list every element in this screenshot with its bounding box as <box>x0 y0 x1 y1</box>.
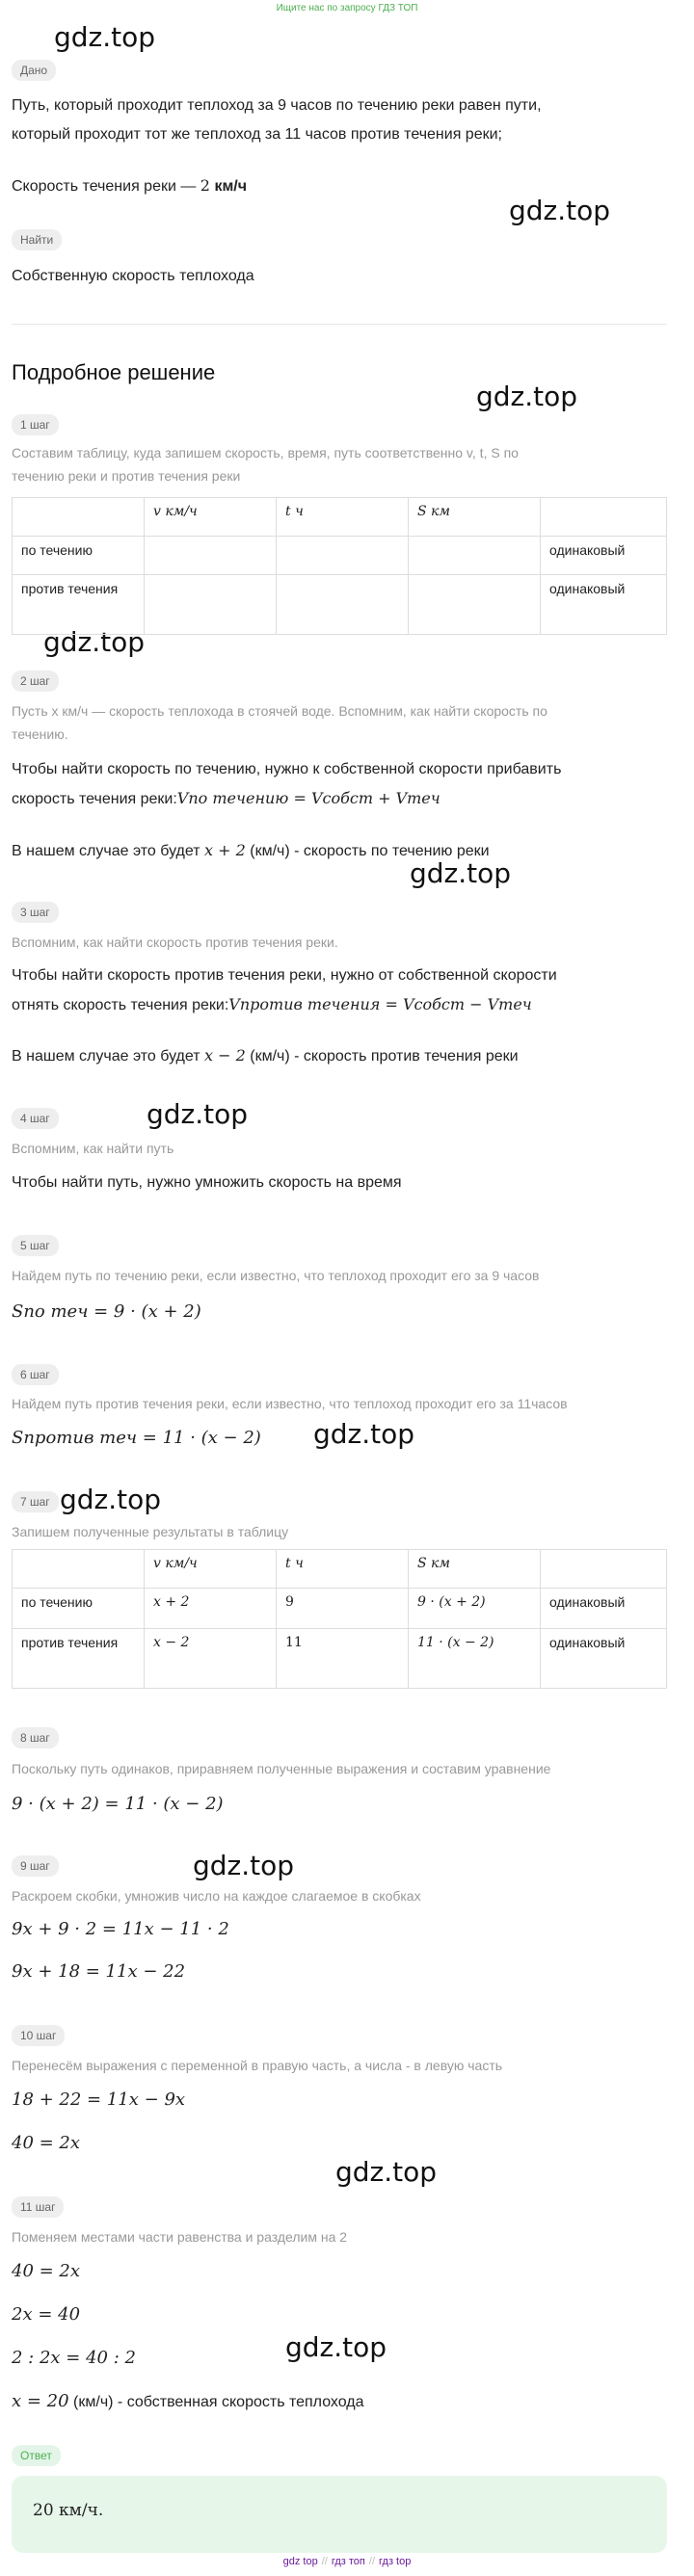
step-10-formula-1: 18 + 22 = 11x − 9x <box>12 2090 186 2110</box>
step-2-hint-line1: Пусть x км/ч — скорость теплохода в стоячей воде. Вспомним, как найти скорость по <box>12 703 547 719</box>
table-cell <box>145 575 277 635</box>
find-text: Собственную скорость теплохода <box>12 268 254 284</box>
step-1-hint-line1: Составим таблицу, куда запишем скорость, время, путь соответственно v, t, S по <box>12 445 519 460</box>
table-cell <box>277 575 409 635</box>
given-speed <box>12 171 677 201</box>
step-3-line2: отнять скорость течения реки: <box>12 997 229 1013</box>
table-cell: одинаковый <box>541 575 667 635</box>
table-cell: одинаковый <box>541 1589 667 1629</box>
table-header-cell <box>13 1550 145 1589</box>
table-cell: одинаковый <box>541 1629 667 1689</box>
step-6-hint: Найдем путь против течения реки, если известно, что теплоход проходит его за 11часов <box>12 1396 568 1411</box>
step-10-hint: Перенесём выражения с переменной в правую часть, а числа - в левую часть <box>12 2058 503 2073</box>
step-10-formula-2: 40 = 2x <box>12 2133 81 2153</box>
step-4-text: Чтобы найти путь, нужно умножить скорость на время <box>12 1174 402 1191</box>
step-8-label: 8 шаг <box>12 1727 59 1748</box>
step-11-formula-1: 40 = 2x <box>12 2261 81 2281</box>
table-row <box>13 575 667 635</box>
given-line2: который проходит тот же теплоход за 11 часов против течения реки; <box>12 126 502 143</box>
step-5-formula: Sпо теч = 9 · (x + 2) <box>12 1301 201 1322</box>
table-header-cell: S км <box>409 498 541 537</box>
step-8-hint: Поскольку путь одинаков, приравняем полученные выражения и составим уравнение <box>12 1761 551 1776</box>
table-cell: 11 <box>277 1629 409 1689</box>
step-11-formula-3: 2 : 2x = 40 : 2 <box>12 2348 136 2368</box>
watermark: gdz.top <box>193 1850 295 1881</box>
watermark: gdz.top <box>509 195 611 226</box>
step-3-result-math: x − 2 <box>204 1046 246 1065</box>
watermark: gdz.top <box>313 1418 415 1450</box>
step-9-label: 9 шаг <box>12 1855 59 1877</box>
footer-separator: // <box>321 2556 328 2567</box>
table-cell <box>409 575 541 635</box>
given-label: Дано <box>12 60 56 81</box>
step-3-text <box>12 961 677 1020</box>
footer-link[interactable]: гдз top <box>379 2556 412 2567</box>
step-1-hint <box>12 441 677 487</box>
step-3-label: 3 шаг <box>12 902 59 923</box>
table-cell: 9 <box>277 1589 409 1629</box>
watermark: gdz.top <box>43 626 146 658</box>
step-8-formula: 9 · (x + 2) = 11 · (x − 2) <box>12 1794 224 1814</box>
step-2-label: 2 шаг <box>12 670 59 692</box>
step-3-line1: Чтобы найти скорость против течения реки, нужно от собственной скорости <box>12 967 557 984</box>
table-cell: по течению <box>13 537 145 575</box>
table-row <box>13 1589 667 1629</box>
step-5-label: 5 шаг <box>12 1235 59 1256</box>
step-1-label: 1 шаг <box>12 414 59 435</box>
watermark: gdz.top <box>54 21 156 53</box>
step-2-result <box>12 836 677 866</box>
table-row <box>13 537 667 575</box>
step-3-result-a: В нашем случае это будет <box>12 1048 205 1065</box>
table-cell: x − 2 <box>145 1629 277 1689</box>
table-cell: 11 · (x − 2) <box>409 1629 541 1689</box>
speed-label: Скорость течения реки — <box>12 178 200 195</box>
table-empty <box>12 497 667 635</box>
step-6-label: 6 шаг <box>12 1364 59 1385</box>
step-10-label: 10 шаг <box>12 2025 65 2046</box>
table-cell <box>277 537 409 575</box>
step-9-formula-1: 9x + 9 · 2 = 11x − 11 · 2 <box>12 1919 229 1939</box>
footer-link[interactable]: гдз топ <box>331 2556 365 2567</box>
step-11-label: 11 шаг <box>12 2196 64 2218</box>
watermark: gdz.top <box>410 857 512 889</box>
table-header-cell <box>541 498 667 537</box>
step-3-result-b: (км/ч) - скорость против течения реки <box>245 1048 519 1065</box>
step-2-formula: Vпо течению = Vсобст + Vтеч <box>176 789 440 807</box>
solution-title: Подробное решение <box>12 360 216 384</box>
given-line1: Путь, который проходит теплоход за 9 часов по течению реки равен пути, <box>12 97 542 114</box>
table-cell <box>145 537 277 575</box>
table-cell: x + 2 <box>145 1589 277 1629</box>
table-cell: одинаковый <box>541 537 667 575</box>
step-7-hint: Запишем полученные результаты в таблицу <box>12 1524 289 1539</box>
table-row <box>13 1629 667 1689</box>
step-11-result-math: x = 20 <box>12 2391 69 2411</box>
watermark: gdz.top <box>335 2156 438 2188</box>
step-6-formula: Sпротив теч = 11 · (x − 2) <box>12 1428 261 1448</box>
step-4-label: 4 шаг <box>12 1108 59 1129</box>
step-11-result <box>12 2387 677 2417</box>
step-9-hint: Раскроем скобки, умножив число на каждое слагаемое в скобках <box>12 1888 421 1904</box>
divider <box>12 324 667 325</box>
given-text <box>12 92 677 149</box>
top-banner[interactable]: Ищите нас по запросу ГДЗ ТОП <box>276 3 418 13</box>
table-header-cell: t ч <box>277 498 409 537</box>
answer-value: 20 км/ч. <box>33 2501 104 2520</box>
answer-box <box>12 2476 667 2553</box>
step-11-result-text: (км/ч) - собственная скорость теплохода <box>68 2394 364 2410</box>
table-cell: против течения <box>13 575 145 635</box>
step-2-hint-line2: течению. <box>12 726 68 742</box>
step-3-formula: Vпротив течения = Vсобст − Vтеч <box>228 995 532 1013</box>
step-9-formula-2: 9x + 18 = 11x − 22 <box>12 1961 186 1982</box>
watermark: gdz.top <box>285 2331 387 2363</box>
table-header-cell: v км/ч <box>145 1550 277 1589</box>
step-3-result <box>12 1041 677 1071</box>
step-2-result-b: (км/ч) - скорость по течению реки <box>245 843 490 859</box>
answer-label: Ответ <box>12 2445 61 2466</box>
step-11-hint: Поменяем местами части равенства и разделим на 2 <box>12 2229 348 2245</box>
step-2-line2: скорость течения реки: <box>12 791 177 807</box>
table-header-cell <box>541 1550 667 1589</box>
find-label: Найти <box>12 229 62 250</box>
table-header-cell: t ч <box>277 1550 409 1589</box>
speed-unit: км/ч <box>214 178 248 195</box>
watermark: gdz.top <box>476 381 578 412</box>
footer-separator: // <box>368 2556 376 2567</box>
step-2-result-math: x + 2 <box>204 841 246 859</box>
table-header-cell <box>13 498 145 537</box>
step-1-hint-line2: течению реки и против течения реки <box>12 468 241 484</box>
table-cell: 9 · (x + 2) <box>409 1589 541 1629</box>
footer-link[interactable]: gdz top <box>282 2556 318 2567</box>
step-3-hint: Вспомним, как найти скорость против течения реки. <box>12 934 338 950</box>
step-5-hint: Найдем путь по течению реки, если известно, что теплоход проходит его за 9 часов <box>12 1268 540 1283</box>
watermark: gdz.top <box>147 1098 249 1130</box>
step-2-result-a: В нашем случае это будет <box>12 843 205 859</box>
step-2-line1: Чтобы найти скорость по течению, нужно к собственной скорости прибавить <box>12 761 562 777</box>
step-2-hint <box>12 699 677 746</box>
watermark: gdz.top <box>60 1484 162 1515</box>
table-filled <box>12 1549 667 1689</box>
step-4-hint: Вспомним, как найти путь <box>12 1141 174 1156</box>
footer-links <box>0 2556 694 2567</box>
speed-value: 2 <box>200 176 210 195</box>
step-7-label: 7 шаг <box>12 1491 59 1512</box>
table-cell <box>409 537 541 575</box>
step-11-formula-2: 2x = 40 <box>12 2304 81 2325</box>
table-cell: по течению <box>13 1589 145 1629</box>
table-header-cell: S км <box>409 1550 541 1589</box>
table-cell: против течения <box>13 1629 145 1689</box>
step-2-text <box>12 755 677 814</box>
table-header-cell: v км/ч <box>145 498 277 537</box>
